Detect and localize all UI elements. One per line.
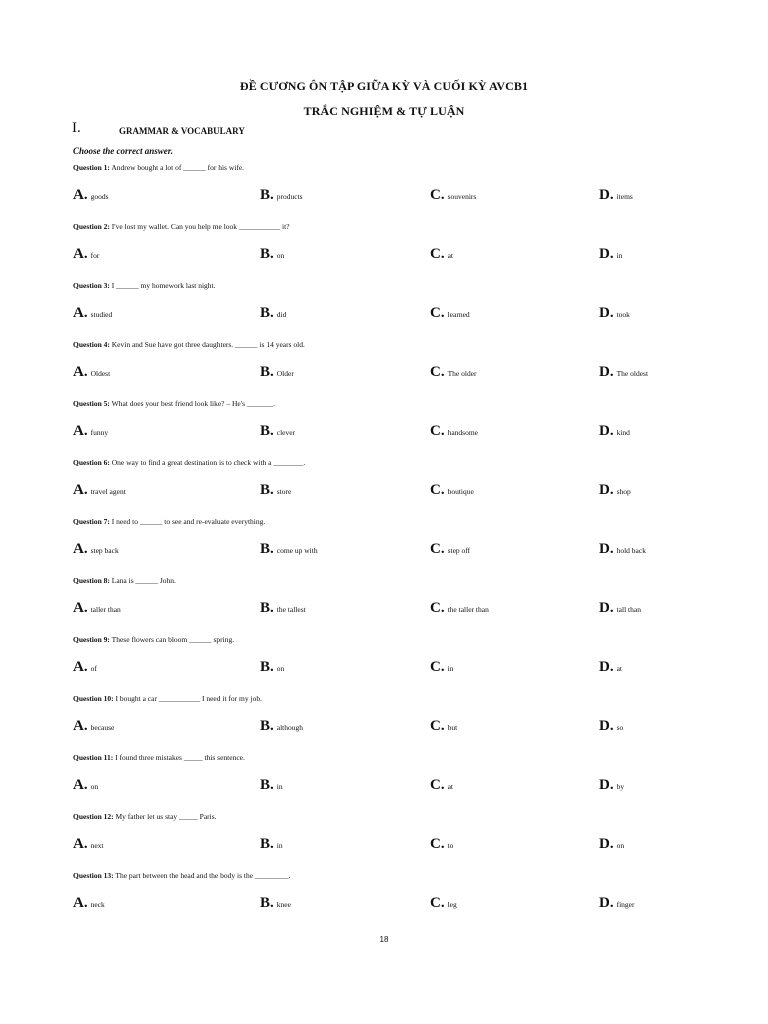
question-text bbox=[73, 812, 713, 821]
page-number: 18 bbox=[379, 935, 389, 944]
answer-option-c[interactable] bbox=[430, 245, 453, 263]
answer-option-c[interactable] bbox=[430, 422, 478, 440]
question-item bbox=[73, 222, 713, 265]
option-letter: D. bbox=[599, 305, 614, 321]
option-text: although bbox=[276, 723, 304, 732]
answer-option-a[interactable] bbox=[73, 304, 112, 322]
option-text: Oldest bbox=[90, 369, 111, 378]
option-text: step back bbox=[90, 546, 119, 555]
option-text: learned bbox=[447, 310, 470, 319]
section-number: I. bbox=[72, 120, 81, 136]
answer-options bbox=[73, 540, 713, 560]
option-text: travel agent bbox=[90, 487, 126, 496]
answer-option-d[interactable] bbox=[599, 363, 648, 381]
option-text: in bbox=[616, 251, 623, 260]
option-letter: B. bbox=[260, 423, 274, 439]
answer-option-c[interactable] bbox=[430, 599, 489, 617]
answer-option-b[interactable] bbox=[260, 422, 295, 440]
option-letter: B. bbox=[260, 187, 274, 203]
answer-option-a[interactable] bbox=[73, 658, 97, 676]
question-label: Question 5: bbox=[73, 399, 110, 408]
option-letter: B. bbox=[260, 305, 274, 321]
question-text bbox=[73, 340, 713, 349]
answer-option-d[interactable] bbox=[599, 422, 630, 440]
question-item bbox=[73, 458, 713, 501]
question-label: Question 10: bbox=[73, 694, 114, 703]
document-title: ĐỀ CƯƠNG ÔN TẬP GIỮA KỲ VÀ CUỐI KỲ AVCB1 bbox=[239, 79, 529, 93]
option-text: because bbox=[90, 723, 115, 732]
option-letter: C. bbox=[430, 246, 445, 262]
option-text: leg bbox=[447, 900, 457, 909]
option-letter: B. bbox=[260, 777, 274, 793]
option-letter: C. bbox=[430, 777, 445, 793]
answer-option-b[interactable] bbox=[260, 540, 318, 558]
question-item bbox=[73, 340, 713, 383]
question-body: The part between the head and the body is the _________. bbox=[113, 871, 291, 880]
option-text: on bbox=[276, 251, 285, 260]
question-label: Question 8: bbox=[73, 576, 110, 585]
answer-option-b[interactable] bbox=[260, 717, 303, 735]
option-letter: C. bbox=[430, 364, 445, 380]
answer-option-d[interactable] bbox=[599, 658, 622, 676]
option-text: kind bbox=[616, 428, 630, 437]
option-letter: B. bbox=[260, 246, 274, 262]
question-text bbox=[73, 576, 713, 585]
option-letter: C. bbox=[430, 895, 445, 911]
option-letter: A. bbox=[73, 659, 88, 675]
option-letter: A. bbox=[73, 777, 88, 793]
answer-option-b[interactable] bbox=[260, 186, 303, 204]
option-text: the tallest bbox=[276, 605, 306, 614]
option-letter: A. bbox=[73, 482, 88, 498]
option-letter: A. bbox=[73, 364, 88, 380]
option-letter: D. bbox=[599, 364, 614, 380]
answer-option-b[interactable] bbox=[260, 894, 291, 912]
question-text bbox=[73, 222, 713, 231]
answer-option-d[interactable] bbox=[599, 717, 623, 735]
option-text: studied bbox=[90, 310, 113, 319]
answer-option-d[interactable] bbox=[599, 835, 624, 853]
question-label: Question 6: bbox=[73, 458, 110, 467]
question-text bbox=[73, 694, 713, 703]
option-text: on bbox=[276, 664, 285, 673]
question-body: Andrew bought a lot of ______ for his wife. bbox=[109, 163, 245, 172]
answer-options bbox=[73, 835, 713, 855]
answer-option-d[interactable] bbox=[599, 540, 646, 558]
option-letter: A. bbox=[73, 895, 88, 911]
answer-option-c[interactable] bbox=[430, 540, 470, 558]
option-letter: A. bbox=[73, 246, 88, 262]
answer-option-c[interactable] bbox=[430, 304, 470, 322]
question-text bbox=[73, 517, 713, 526]
option-text: in bbox=[276, 841, 283, 850]
answer-option-b[interactable] bbox=[260, 245, 284, 263]
option-text: at bbox=[616, 664, 623, 673]
question-item bbox=[73, 399, 713, 442]
question-body: One way to find a great destination is to check with a ________. bbox=[109, 458, 306, 467]
answer-option-a[interactable] bbox=[73, 186, 109, 204]
answer-options bbox=[73, 422, 713, 442]
option-letter: D. bbox=[599, 777, 614, 793]
option-text: The older bbox=[447, 369, 477, 378]
answer-option-d[interactable] bbox=[599, 186, 633, 204]
option-letter: D. bbox=[599, 482, 614, 498]
answer-option-c[interactable] bbox=[430, 894, 457, 912]
option-text: come up with bbox=[276, 546, 318, 555]
question-label: Question 11: bbox=[73, 753, 114, 762]
option-letter: A. bbox=[73, 187, 88, 203]
option-letter: A. bbox=[73, 836, 88, 852]
option-letter: C. bbox=[430, 600, 445, 616]
question-body: Kevin and Sue have got three daughters. ______ is 14 years old. bbox=[109, 340, 305, 349]
answer-options bbox=[73, 776, 713, 796]
question-label: Question 9: bbox=[73, 635, 110, 644]
question-label: Question 4: bbox=[73, 340, 110, 349]
answer-options bbox=[73, 894, 713, 914]
option-text: at bbox=[447, 782, 454, 791]
option-text: souvenirs bbox=[447, 192, 477, 201]
option-text: took bbox=[616, 310, 630, 319]
section-title: GRAMMAR & VOCABULARY bbox=[119, 126, 245, 136]
option-text: by bbox=[616, 782, 625, 791]
question-text bbox=[73, 399, 713, 408]
question-text bbox=[73, 871, 713, 880]
option-text: products bbox=[276, 192, 303, 201]
answer-option-c[interactable] bbox=[430, 363, 477, 381]
option-text: so bbox=[616, 723, 624, 732]
answer-option-d[interactable] bbox=[599, 599, 641, 617]
answer-option-b[interactable] bbox=[260, 776, 283, 794]
question-body: I bought a car ___________ I need it for my job. bbox=[113, 694, 262, 703]
question-body: I've lost my wallet. Can you help me look ___________ it? bbox=[109, 222, 290, 231]
option-text: at bbox=[447, 251, 454, 260]
option-text: of bbox=[90, 664, 97, 673]
option-letter: C. bbox=[430, 187, 445, 203]
answer-option-d[interactable] bbox=[599, 245, 622, 263]
question-item bbox=[73, 753, 713, 796]
answer-option-a[interactable] bbox=[73, 245, 99, 263]
option-text: on bbox=[90, 782, 99, 791]
option-letter: B. bbox=[260, 482, 274, 498]
option-letter: D. bbox=[599, 423, 614, 439]
question-text bbox=[73, 163, 713, 172]
answer-options bbox=[73, 245, 713, 265]
answer-option-a[interactable] bbox=[73, 835, 104, 853]
option-text: for bbox=[90, 251, 100, 260]
option-text: the taller than bbox=[447, 605, 489, 614]
option-text: clever bbox=[276, 428, 296, 437]
option-text: in bbox=[276, 782, 283, 791]
question-body: I need to ______ to see and re-evaluate everything. bbox=[109, 517, 266, 526]
answer-options bbox=[73, 186, 713, 206]
question-text bbox=[73, 635, 713, 644]
question-label: Question 7: bbox=[73, 517, 110, 526]
answer-option-a[interactable] bbox=[73, 894, 105, 912]
answer-options bbox=[73, 717, 713, 737]
question-body: I ______ my homework last night. bbox=[109, 281, 216, 290]
option-text: boutique bbox=[447, 487, 474, 496]
option-letter: B. bbox=[260, 541, 274, 557]
option-letter: B. bbox=[260, 836, 274, 852]
option-letter: D. bbox=[599, 718, 614, 734]
question-body: These flowers can bloom ______ spring. bbox=[109, 635, 235, 644]
answer-option-d[interactable] bbox=[599, 776, 624, 794]
answer-option-a[interactable] bbox=[73, 422, 108, 440]
option-text: hold back bbox=[616, 546, 646, 555]
option-letter: C. bbox=[430, 423, 445, 439]
question-text bbox=[73, 281, 713, 290]
option-text: The oldest bbox=[616, 369, 649, 378]
answer-option-b[interactable] bbox=[260, 835, 283, 853]
question-label: Question 1: bbox=[73, 163, 110, 172]
answer-option-b[interactable] bbox=[260, 599, 306, 617]
option-letter: C. bbox=[430, 541, 445, 557]
answer-option-b[interactable] bbox=[260, 304, 286, 322]
option-text: to bbox=[447, 841, 454, 850]
option-text: tall than bbox=[616, 605, 641, 614]
answer-option-b[interactable] bbox=[260, 481, 291, 499]
option-letter: B. bbox=[260, 364, 274, 380]
option-letter: A. bbox=[73, 305, 88, 321]
option-letter: D. bbox=[599, 659, 614, 675]
question-label: Question 3: bbox=[73, 281, 110, 290]
answer-option-c[interactable] bbox=[430, 717, 457, 735]
option-letter: C. bbox=[430, 305, 445, 321]
answer-option-a[interactable] bbox=[73, 776, 98, 794]
option-letter: A. bbox=[73, 718, 88, 734]
document-subtitle: TRẮC NGHIỆM & TỰ LUẬN bbox=[303, 104, 465, 118]
option-text: store bbox=[276, 487, 292, 496]
option-letter: C. bbox=[430, 482, 445, 498]
option-letter: D. bbox=[599, 600, 614, 616]
option-text: neck bbox=[90, 900, 105, 909]
answer-option-a[interactable] bbox=[73, 540, 119, 558]
answer-option-c[interactable] bbox=[430, 481, 474, 499]
question-body: My father let us stay _____ Paris. bbox=[113, 812, 217, 821]
option-text: in bbox=[447, 664, 454, 673]
answer-option-c[interactable] bbox=[430, 186, 476, 204]
option-text: step off bbox=[447, 546, 471, 555]
option-text: handsome bbox=[447, 428, 479, 437]
question-item bbox=[73, 635, 713, 678]
option-text: on bbox=[616, 841, 625, 850]
option-letter: C. bbox=[430, 659, 445, 675]
answer-option-b[interactable] bbox=[260, 363, 294, 381]
answer-options bbox=[73, 304, 713, 324]
answer-option-a[interactable] bbox=[73, 717, 114, 735]
option-text: funny bbox=[90, 428, 109, 437]
question-body: I found three mistakes _____ this sentence. bbox=[113, 753, 245, 762]
question-item bbox=[73, 871, 713, 914]
option-text: shop bbox=[616, 487, 631, 496]
answer-option-a[interactable] bbox=[73, 481, 126, 499]
option-text: finger bbox=[616, 900, 635, 909]
option-text: taller than bbox=[90, 605, 121, 614]
option-letter: D. bbox=[599, 541, 614, 557]
option-text: Older bbox=[276, 369, 294, 378]
answer-option-c[interactable] bbox=[430, 835, 453, 853]
question-body: What does your best friend look like? – He's _______. bbox=[109, 399, 276, 408]
option-text: knee bbox=[276, 900, 291, 909]
option-letter: A. bbox=[73, 541, 88, 557]
question-item bbox=[73, 576, 713, 619]
answer-options bbox=[73, 599, 713, 619]
answer-option-a[interactable] bbox=[73, 363, 110, 381]
option-letter: D. bbox=[599, 187, 614, 203]
question-label: Question 13: bbox=[73, 871, 114, 880]
question-item bbox=[73, 517, 713, 560]
option-letter: C. bbox=[430, 718, 445, 734]
question-label: Question 2: bbox=[73, 222, 110, 231]
option-text: next bbox=[90, 841, 104, 850]
answer-option-c[interactable] bbox=[430, 776, 453, 794]
option-text: did bbox=[276, 310, 287, 319]
question-item bbox=[73, 812, 713, 855]
question-text bbox=[73, 753, 713, 762]
question-body: Lana is ______ John. bbox=[109, 576, 176, 585]
answer-options bbox=[73, 658, 713, 678]
question-item bbox=[73, 163, 713, 206]
answer-option-d[interactable] bbox=[599, 481, 631, 499]
answer-option-c[interactable] bbox=[430, 658, 453, 676]
instruction-text: Choose the correct answer. bbox=[73, 146, 174, 156]
answer-option-d[interactable] bbox=[599, 894, 635, 912]
option-text: but bbox=[447, 723, 458, 732]
option-letter: C. bbox=[430, 836, 445, 852]
option-letter: B. bbox=[260, 895, 274, 911]
answer-options bbox=[73, 363, 713, 383]
option-text: goods bbox=[90, 192, 109, 201]
question-item bbox=[73, 694, 713, 737]
answer-options bbox=[73, 481, 713, 501]
option-letter: D. bbox=[599, 246, 614, 262]
option-letter: B. bbox=[260, 718, 274, 734]
option-letter: D. bbox=[599, 895, 614, 911]
question-label: Question 12: bbox=[73, 812, 114, 821]
option-letter: A. bbox=[73, 600, 88, 616]
option-letter: D. bbox=[599, 836, 614, 852]
answer-option-a[interactable] bbox=[73, 599, 121, 617]
answer-option-b[interactable] bbox=[260, 658, 284, 676]
question-item bbox=[73, 281, 713, 324]
option-letter: B. bbox=[260, 600, 274, 616]
option-letter: B. bbox=[260, 659, 274, 675]
answer-option-d[interactable] bbox=[599, 304, 630, 322]
question-text bbox=[73, 458, 713, 467]
option-letter: A. bbox=[73, 423, 88, 439]
option-text: items bbox=[616, 192, 633, 201]
